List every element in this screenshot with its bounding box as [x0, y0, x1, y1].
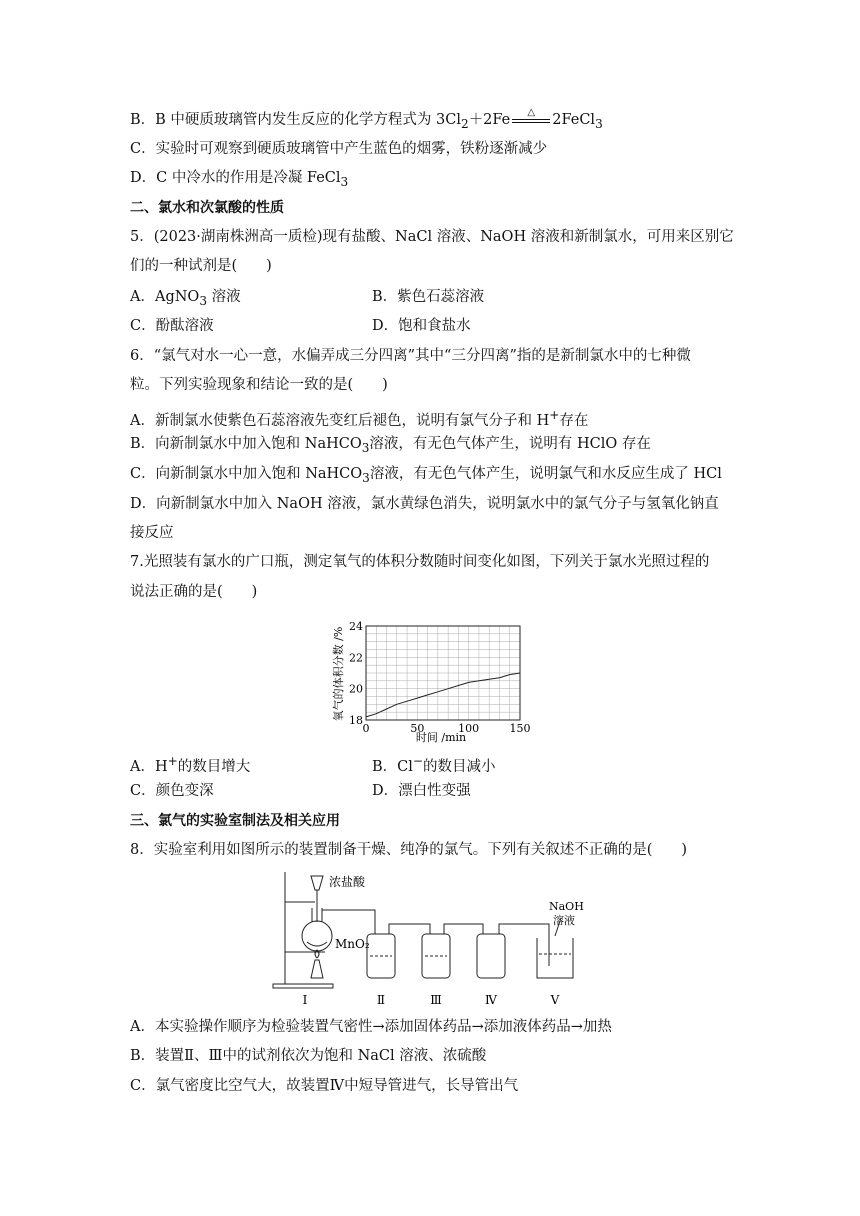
oxygen-fraction-chart: [320, 612, 540, 744]
heat-symbol: △: [527, 107, 536, 118]
q5-stem-line2: 们的一种试剂是( ): [130, 258, 272, 274]
q6-c-text: C．向新制氯水中加入饱和 NaHCO: [130, 466, 363, 482]
q5-a-sub: 3: [199, 293, 207, 308]
label-naoh: NaOH: [549, 900, 584, 913]
y-axis-label: 氧气的体积分数 /%: [332, 626, 345, 722]
q6-option-c: [130, 464, 722, 488]
q7-b-sup: −: [412, 754, 424, 768]
q7-a-sup: +: [167, 754, 178, 768]
apparatus-diagram: [265, 866, 605, 1008]
label-mno2: MnO₂: [335, 937, 370, 951]
q6-option-a: [130, 405, 588, 431]
label-roman-3: Ⅲ: [430, 993, 442, 1007]
q6-a-text2: 存在: [559, 412, 589, 429]
beaker-5: [537, 938, 573, 978]
q8-stem: 8．实验室利用如图所示的装置制备干燥、纯净的氯气。下列有关叙述不正确的是( ): [130, 842, 688, 858]
q6-c-sub: 3: [362, 470, 370, 485]
q5-option-b: B．紫色石蕊溶液: [372, 289, 485, 305]
q7-option-a: [130, 751, 250, 777]
y-tick-label: 22: [349, 651, 363, 665]
q7-option-b: [372, 751, 496, 777]
q4-b-text1: B．B 中硬质玻璃管内发生反应的化学方程式为 3Cl: [130, 112, 461, 128]
q5-option-a: [130, 287, 241, 311]
q4-d-sub: 3: [340, 174, 349, 189]
q6-stem-line1: 6．“氯气对水一心一意，水偏弄成三分四离”其中“三分四离”指的是新制氯水中的七种微: [130, 348, 691, 364]
q6-a-text: A．新制氯水使紫色石蕊溶液先变红后褪色，说明有氯气分子和 H: [130, 412, 550, 429]
q6-a-sup: +: [549, 408, 560, 422]
y-tick-label: 18: [349, 714, 363, 727]
label-roman-1: Ⅰ: [302, 993, 308, 1007]
q4-b-text3: 2FeCl: [552, 112, 596, 128]
q7-option-d: D．漂白性变强: [372, 783, 471, 799]
series-line: [366, 673, 520, 717]
q6-b-text2: 溶液，有无色气体产生，说明有 HClO 存在: [369, 436, 651, 452]
x-tick-label: 100: [458, 722, 480, 735]
q7-stem-line1: 7.光照装有氯水的广口瓶，测定氧气的体积分数随时间变化如图，下列关于氯水光照过程的: [130, 554, 710, 570]
label-roman-2: Ⅱ: [376, 993, 386, 1007]
q4-b-sub2: 3: [595, 116, 603, 131]
chart-grid: [366, 626, 520, 720]
q7-option-c: C．颜色变深: [130, 783, 214, 799]
y-tick-label: 24: [349, 620, 363, 633]
label-hcl: 浓盐酸: [329, 875, 366, 889]
x-tick-label: 150: [509, 722, 531, 735]
section-heading-3: 三、氯气的实验室制法及相关应用: [130, 813, 340, 829]
q8-option-b: B．装置Ⅱ、Ⅲ中的试剂依次为饱和 NaCl 溶液、浓硫酸: [130, 1048, 487, 1064]
q6-stem-line2: 粒。下列实验现象和结论一致的是( ): [130, 377, 388, 393]
label-roman-4: Ⅳ: [485, 993, 497, 1007]
q6-option-d-line1: D．向新制氯水中加入 NaOH 溶液，氯水黄绿色消失，说明氯水中的氯气分子与氢氧化钠直: [130, 496, 719, 512]
q4-b-text2: ＋2Fe: [468, 112, 511, 128]
q6-b-text: B．向新制氯水中加入饱和 NaHCO: [130, 436, 362, 452]
q4-option-d: [130, 168, 348, 192]
section-heading-2: 二、氯水和次氯酸的性质: [130, 200, 284, 216]
x-tick-label: 0: [362, 722, 370, 735]
q6-option-d-line2: 接反应: [130, 525, 174, 541]
alcohol-lamp: [311, 960, 323, 978]
q4-b-sub1: 2: [461, 116, 469, 131]
q7-a-text2: 的数目增大: [177, 758, 251, 775]
q6-c-text2: 溶液，有无色气体产生，说明氯气和水反应生成了 HCl: [369, 466, 722, 482]
q8-option-c: C．氯气密度比空气大，故装置Ⅳ中短导管进气，长导管出气: [130, 1078, 519, 1094]
q8-option-a: A．本实验操作顺序为检验装置气密性→添加固体药品→添加液体药品→加热: [130, 1019, 612, 1035]
q7-b-text2: 的数目减小: [423, 758, 496, 775]
label-solution: 溶液: [553, 914, 575, 927]
q7-b-text: B．Cl: [372, 758, 413, 775]
dropping-funnel: [311, 876, 323, 890]
q5-a-text: A．AgNO: [130, 289, 200, 305]
q6-option-b: [130, 434, 651, 458]
q4-d-text: D．C 中冷水的作用是冷凝 FeCl: [130, 170, 341, 186]
q6-b-sub: 3: [361, 440, 370, 455]
label-roman-5: Ⅴ: [550, 993, 560, 1007]
q4-option-b: [130, 107, 603, 134]
q5-stem-line1: 5．(2023·湖南株洲高一质检)现有盐酸、NaCl 溶液、NaOH 溶液和新制氯水，可用来区别它: [130, 229, 734, 245]
q5-option-c: C．酚酞溶液: [130, 318, 214, 334]
q7-a-text: A．H: [130, 758, 168, 775]
q5-a-text2: 溶液: [207, 289, 241, 305]
bottle-4: [477, 934, 505, 978]
q4-option-c: C．实验时可观察到硬质玻璃管中产生蓝色的烟雾，铁粉逐渐减少: [130, 141, 548, 157]
x-axis-label: 时间 /min: [415, 731, 467, 744]
stand-base: [273, 984, 333, 988]
x-tick-label: 50: [410, 722, 425, 735]
q5-option-d: D．饱和食盐水: [372, 318, 471, 334]
reaction-arrow: [510, 107, 552, 129]
q7-stem-line2: 说法正确的是( ): [130, 584, 258, 600]
y-tick-label: 20: [349, 682, 363, 696]
